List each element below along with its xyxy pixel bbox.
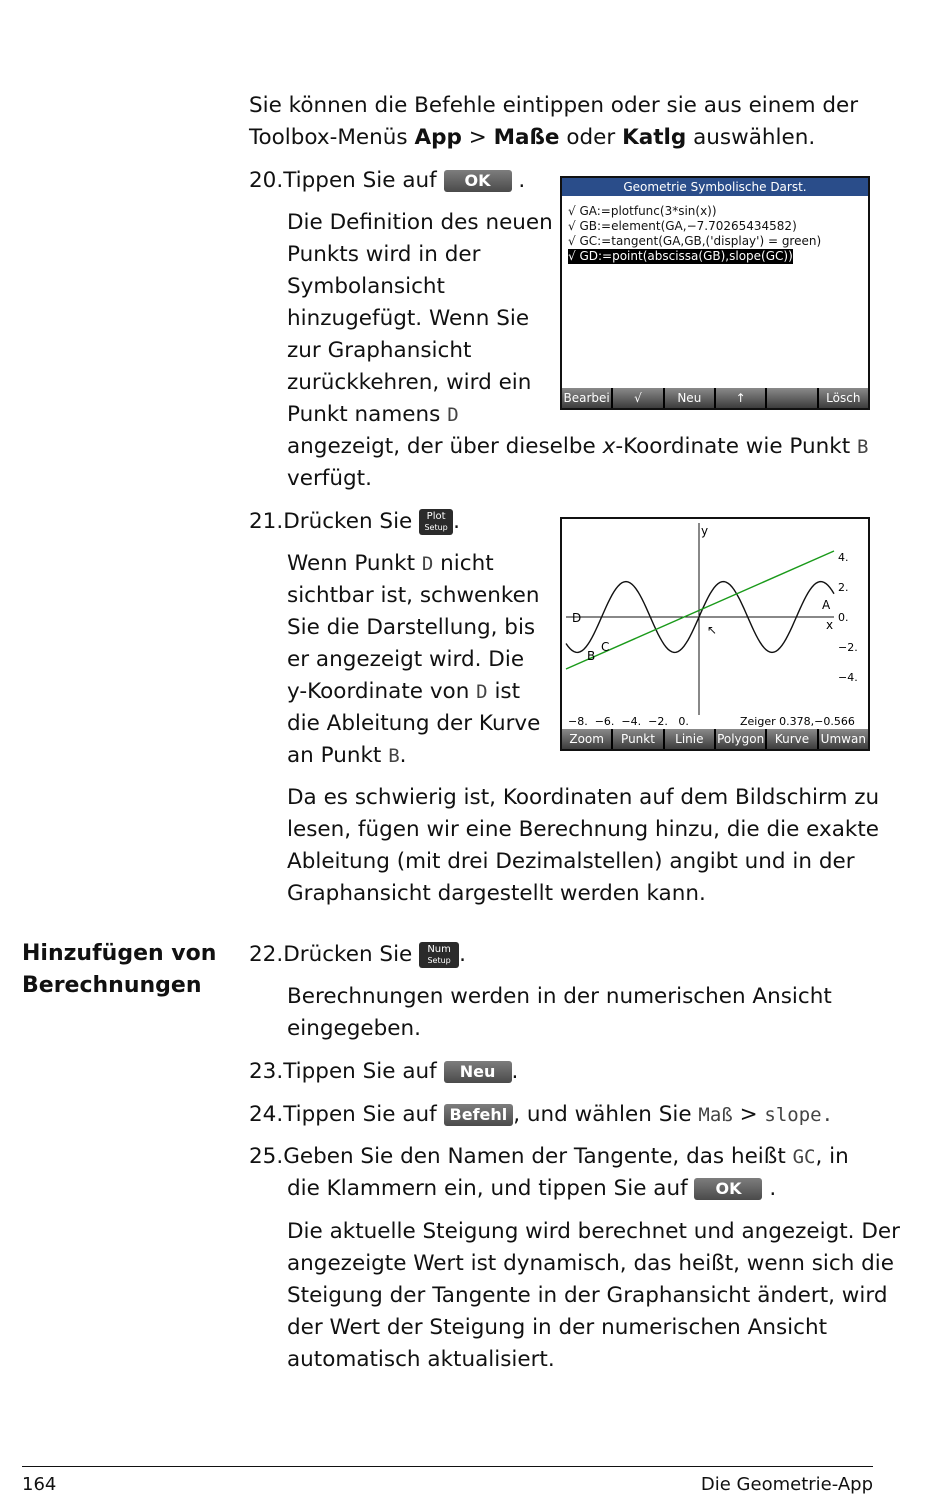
separator: > — [732, 1102, 765, 1127]
intro-line-2 — [249, 122, 815, 154]
step-number: 21. — [249, 509, 284, 534]
neu-button-image: Neu — [444, 1061, 512, 1083]
cursor-icon: ↖ — [707, 623, 718, 637]
plot-menu-item: Polygon — [716, 729, 765, 749]
step-21 — [249, 506, 460, 538]
plot-menu-bar — [562, 729, 868, 749]
step-text: . — [511, 168, 526, 193]
point-name-d: D — [447, 404, 459, 426]
num-key-icon — [419, 942, 459, 968]
step-text: y-Koordinate von — [287, 679, 477, 704]
step-text: , in — [815, 1144, 849, 1169]
step-20-desc-line: Symbolansicht — [287, 274, 445, 299]
step-20-desc-last — [287, 399, 459, 431]
symbolic-definition-line: √ GA:=plotfunc(3*sin(x)) — [568, 204, 717, 218]
plot-key-icon — [419, 509, 453, 535]
heading-line: Berechnungen — [22, 973, 202, 998]
symbolic-definitions — [562, 196, 868, 264]
plot-menu-item: Punkt — [613, 729, 662, 749]
symbolic-view-title: Geometrie Symbolische Darst. — [562, 178, 868, 196]
intro-text: auswählen. — [686, 125, 816, 150]
plot-menu-item: Umwan — [819, 729, 868, 749]
key-label-top: Num — [427, 944, 451, 955]
step-21-desc-7 — [287, 740, 407, 772]
step-25-para-line: Steigung der Tangente in der Graphansicht ändert, wird — [287, 1283, 888, 1308]
ok-button-image: OK — [694, 1178, 762, 1200]
plot-view-screenshot — [560, 517, 870, 751]
befehl-button-image: Befehl — [444, 1104, 514, 1126]
step-22 — [249, 939, 466, 971]
page-number: 164 — [22, 1474, 57, 1495]
step-text: angezeigt, der über dieselbe — [287, 434, 603, 459]
menu-katlg: Katlg — [622, 125, 687, 150]
key-label-bottom: Setup — [424, 523, 448, 532]
step-text: Tippen Sie auf — [283, 168, 444, 193]
step-20-desc-line: Punkts wird in der — [287, 242, 481, 267]
plot-menu-item: Kurve — [767, 729, 816, 749]
y-tick-label: 0. — [838, 611, 849, 624]
step-20-desc-2 — [287, 431, 868, 463]
step-number: 20. — [249, 168, 284, 193]
step-20-desc-line: hinzugefügt. Wenn Sie — [287, 306, 530, 331]
step-22-desc-1: Berechnungen werden in der numerischen Ansicht — [287, 984, 832, 1009]
step-25-para-line: der Wert der Steigung in der numerischen Ansicht — [287, 1315, 828, 1340]
step-24 — [249, 1099, 833, 1131]
point-name-d: D — [421, 553, 434, 575]
step-20-desc-3: verfügt. — [287, 466, 372, 491]
step-21-para-line: Ableitung (mit drei Dezimalstellen) angibt und in der — [287, 849, 855, 874]
step-text: . — [511, 1059, 519, 1084]
plot-menu-item: Zoom — [562, 729, 611, 749]
intro-line-1: Sie können die Befehle eintippen oder sie aus einem der — [249, 93, 859, 118]
symbolic-view-screenshot — [560, 176, 870, 410]
symbolic-menu-item: √ — [613, 388, 662, 408]
step-23 — [249, 1056, 518, 1088]
symbolic-menu-item: Lösch — [819, 388, 868, 408]
step-20-desc-line: zur Graphansicht — [287, 338, 472, 363]
step-number: 23. — [249, 1059, 284, 1084]
step-text: Tippen Sie auf — [283, 1102, 444, 1127]
symbolic-menu-bar — [562, 388, 868, 408]
ok-button-image: OK — [444, 170, 512, 192]
symbolic-menu-item: Neu — [665, 388, 714, 408]
point-name-d: D — [476, 681, 488, 703]
point-d-label: D — [572, 611, 582, 625]
step-text: . — [762, 1176, 777, 1201]
step-text: an Punkt — [287, 743, 389, 768]
x-axis-label: x — [826, 618, 834, 632]
step-21-desc-5 — [287, 676, 520, 708]
step-text: Drücken Sie — [283, 942, 420, 967]
step-text: . — [399, 743, 407, 768]
step-text: . — [821, 1104, 834, 1126]
y-axis-label: y — [701, 524, 709, 538]
section-heading — [22, 938, 216, 1002]
menu-app: App — [414, 125, 462, 150]
step-number: 22. — [249, 942, 284, 967]
step-20 — [249, 165, 525, 197]
step-20-desc-line: zurückkehren, wird ein — [287, 370, 532, 395]
x-tick-labels: −8. −6. −4. −2. 0. — [568, 715, 689, 728]
step-25-line-2 — [287, 1173, 776, 1205]
y-tick-label: 2. — [838, 581, 849, 594]
menu-masse-mono: Maß — [698, 1104, 733, 1126]
y-tick-label: 4. — [838, 551, 849, 564]
step-text: nicht — [433, 551, 494, 576]
symbolic-definition-line: √ GD:=point(abscissa(GB),slope(GC)) — [568, 249, 793, 263]
y-tick-label: −4. — [838, 671, 858, 684]
step-text: Punkt namens — [287, 402, 448, 427]
step-21-desc-1 — [287, 548, 494, 580]
symbolic-definition-line: √ GB:=element(GA,−7.70265434582) — [568, 219, 797, 233]
point-b-label: B — [587, 649, 596, 663]
step-text: die Klammern ein, und tippen Sie auf — [287, 1176, 695, 1201]
footer-rule — [22, 1466, 873, 1467]
step-text: Tippen Sie auf — [283, 1059, 444, 1084]
step-21-desc-line: Sie die Darstellung, bis — [287, 615, 536, 640]
plot-area — [562, 519, 868, 749]
key-label-bottom: Setup — [427, 956, 451, 965]
cursor-readout: Zeiger 0.378,−0.566 — [740, 715, 855, 728]
step-21-desc-line: er angezeigt wird. Die — [287, 647, 525, 672]
step-25-para-line: Die aktuelle Steigung wird berechnet und angezeigt. Der — [287, 1219, 900, 1244]
step-21-desc-line: sichtbar ist, schwenken — [287, 583, 540, 608]
step-number: 25. — [249, 1144, 284, 1169]
key-label-top: Plot — [426, 511, 446, 522]
step-text: . — [459, 942, 466, 967]
step-25-para-line: angezeigte Wert ist dynamisch, das heißt, wenn sich die — [287, 1251, 895, 1276]
symbolic-definition-line: √ GC:=tangent(GA,GB,('display') = green) — [568, 234, 822, 248]
intro-text: oder — [559, 125, 623, 150]
step-20-desc-line: Die Definition des neuen — [287, 210, 553, 235]
step-21-desc-6: die Ableitung der Kurve — [287, 711, 541, 736]
step-text: Drücken Sie — [283, 509, 420, 534]
command-slope: slope — [764, 1104, 822, 1126]
point-name-b: B — [856, 436, 869, 458]
step-21-para-line: Da es schwierig ist, Koordinaten auf dem Bildschirm zu — [287, 785, 880, 810]
separator: > — [461, 125, 494, 150]
step-22-desc-2: eingegeben. — [287, 1016, 421, 1041]
symbolic-menu-item: Bearbei — [562, 388, 611, 408]
step-25 — [249, 1141, 849, 1173]
symbolic-menu-item — [767, 388, 816, 408]
step-number: 24. — [249, 1102, 284, 1127]
step-text: Wenn Punkt — [287, 551, 422, 576]
x-variable: x — [602, 434, 616, 459]
step-25-para-line: automatisch aktualisiert. — [287, 1347, 555, 1372]
step-text: , und wählen Sie — [513, 1102, 699, 1127]
chapter-title: Die Geometrie-App — [700, 1474, 873, 1495]
point-name-b: B — [388, 745, 400, 767]
step-text: ist — [487, 679, 521, 704]
menu-masse: Maße — [493, 125, 560, 150]
intro-text: Toolbox-Menüs — [249, 125, 415, 150]
step-21-para-line: lesen, fügen wir eine Berechnung hinzu, die die exakte — [287, 817, 879, 842]
step-21-para-line: Graphansicht dargestellt werden kann. — [287, 881, 706, 906]
y-tick-label: −2. — [838, 641, 858, 654]
step-text: . — [453, 509, 460, 534]
symbolic-menu-item: ↑ — [716, 388, 765, 408]
heading-line: Hinzufügen von — [22, 941, 217, 966]
step-text: Geben Sie den Namen der Tangente, das heißt — [283, 1144, 793, 1169]
point-a-label: A — [822, 598, 831, 612]
point-c-label: C — [601, 640, 610, 654]
tangent-name-gc: GC — [792, 1146, 816, 1168]
y-tick-labels — [838, 551, 858, 684]
plot-menu-item: Linie — [665, 729, 714, 749]
step-text: -Koordinate wie Punkt — [615, 434, 857, 459]
